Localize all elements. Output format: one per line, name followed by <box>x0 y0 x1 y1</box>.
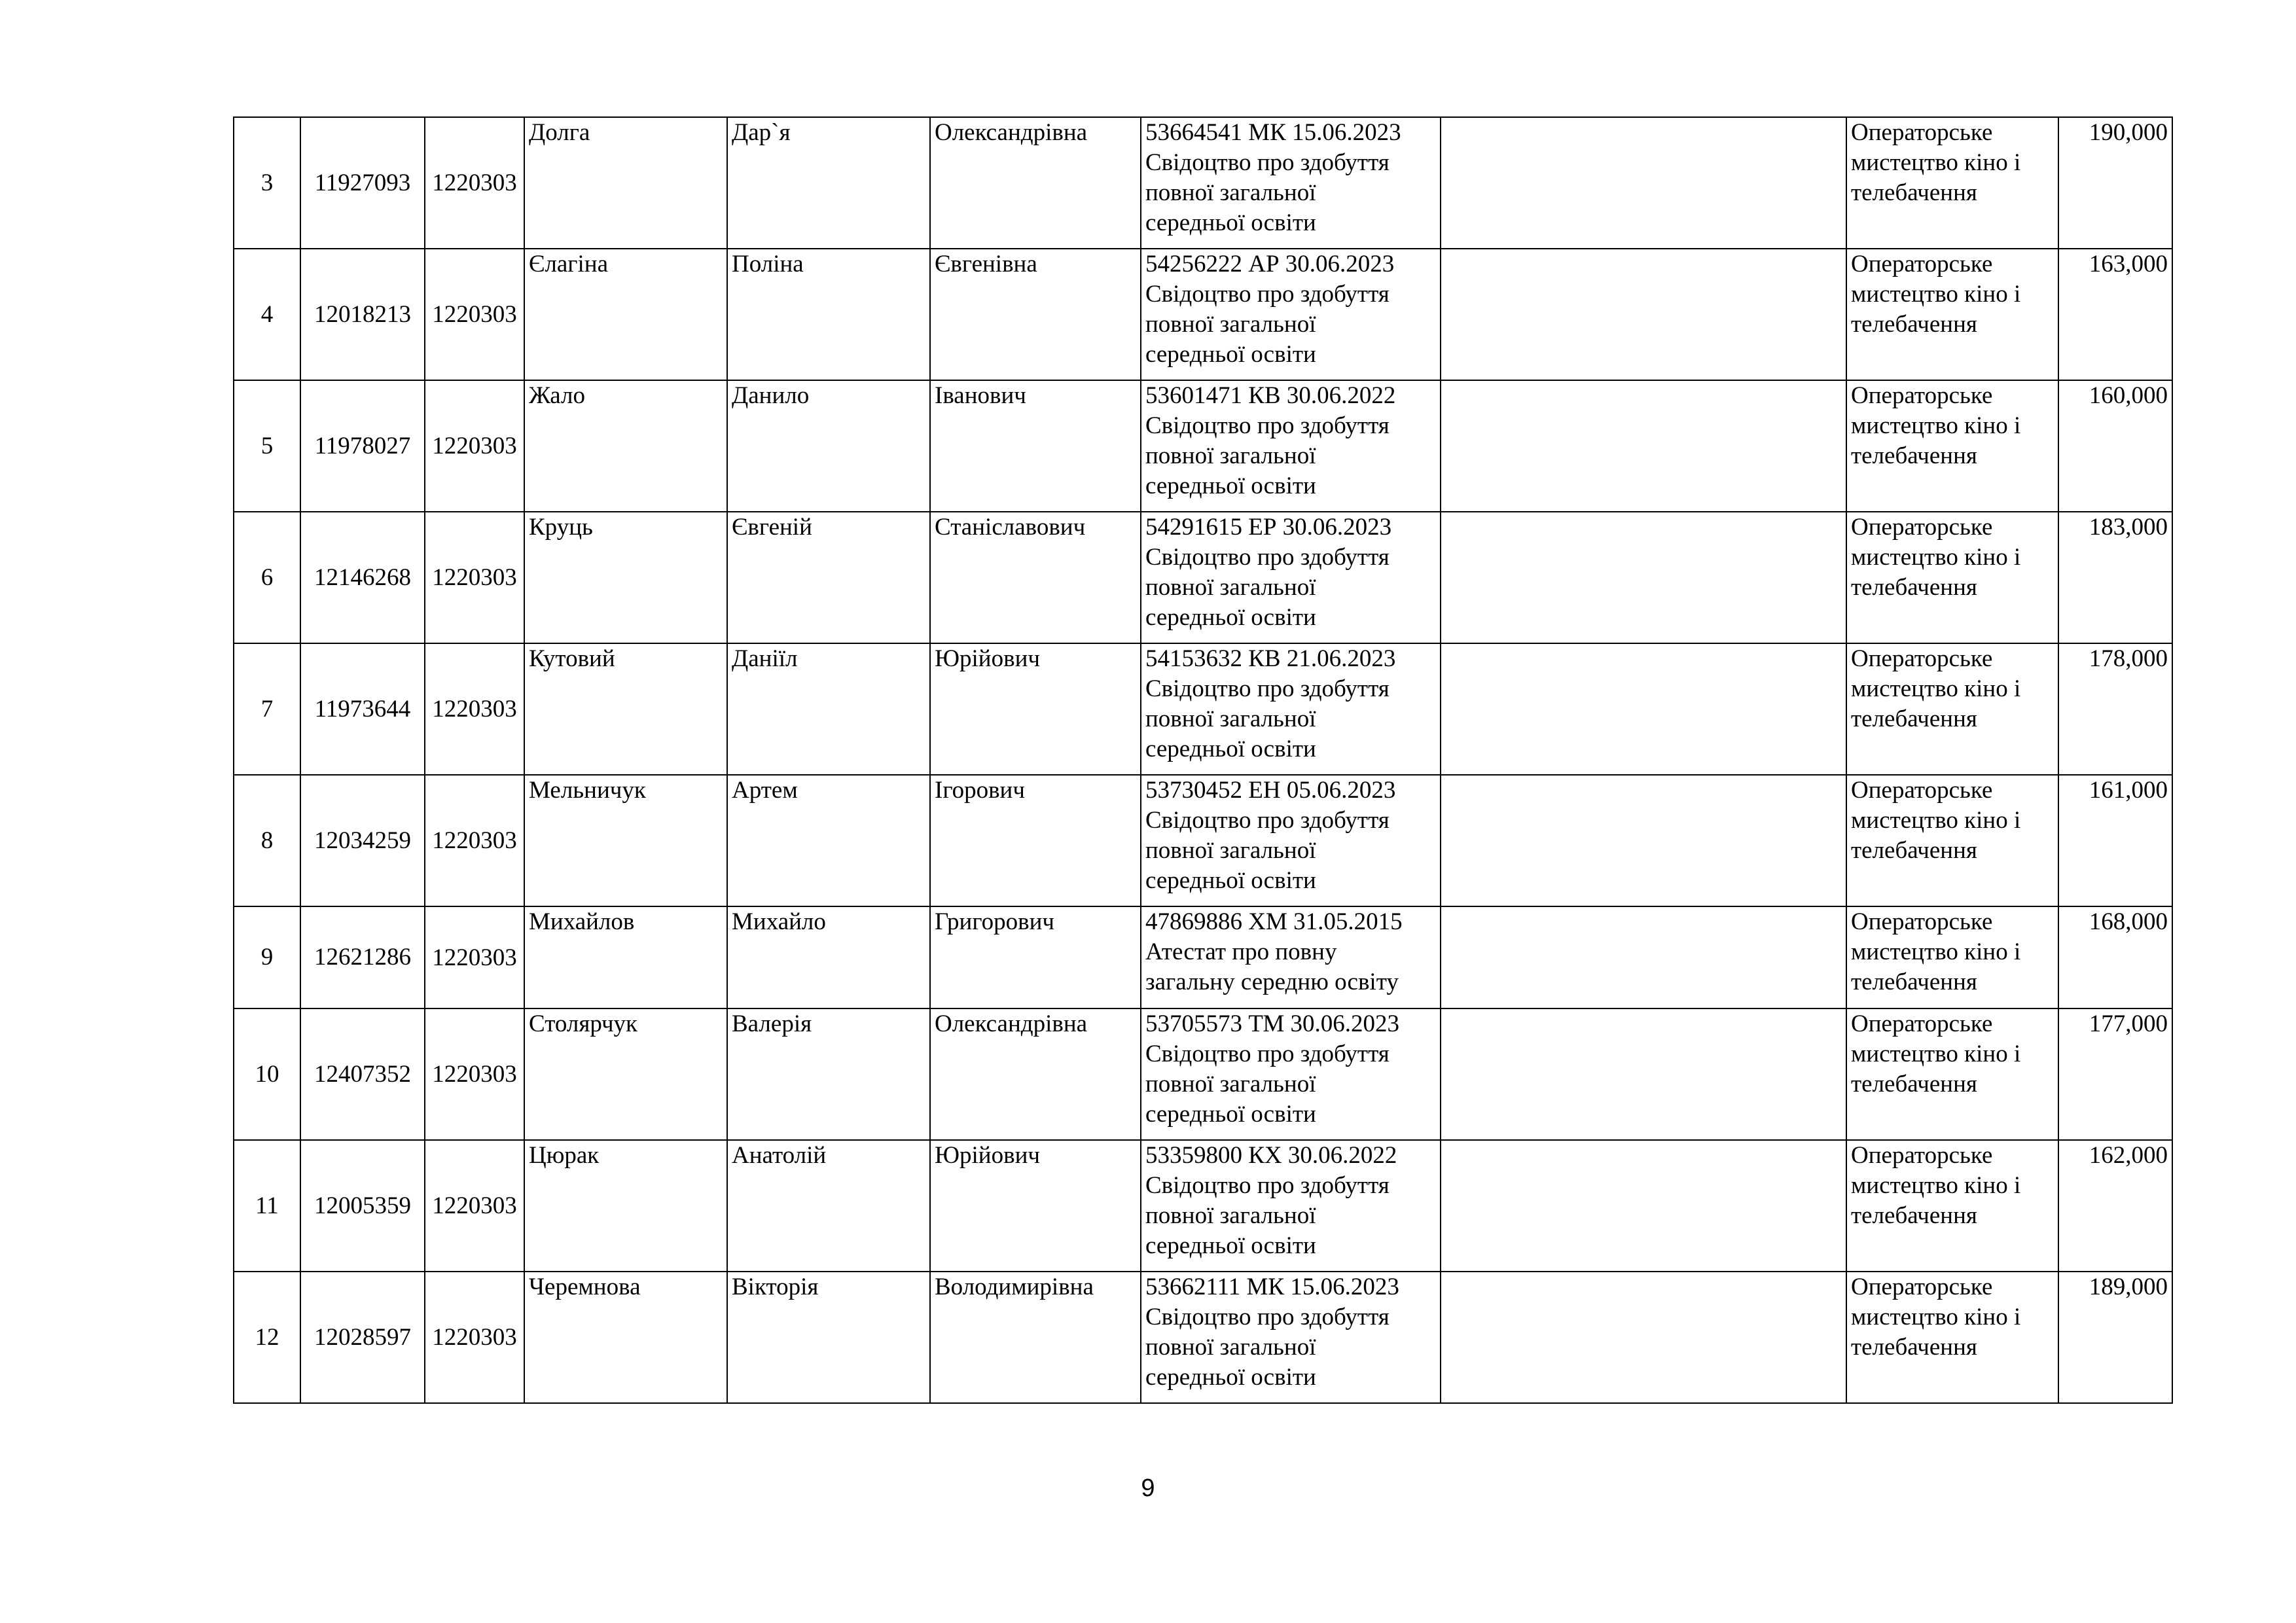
document-number: 53662111 МК 15.06.2023 <box>1145 1274 1399 1300</box>
document-type-line: середньої освіти <box>1145 473 1316 499</box>
program-name-line: Операторське <box>1851 514 1993 541</box>
document-type-line: Свідоцтво про здобуття <box>1145 412 1390 439</box>
program-name-cell <box>1846 380 2058 512</box>
document-number: 54153632 КВ 21.06.2023 <box>1145 645 1396 672</box>
program-name-line: мистецтво кіно і <box>1851 1041 2021 1067</box>
applicant-id-cell: 12146268 <box>300 512 425 643</box>
patronymic-cell: Юрійович <box>930 643 1141 775</box>
document-type-line: середньої освіти <box>1145 209 1316 236</box>
program-name-line: Операторське <box>1851 382 1993 409</box>
row-number-cell: 4 <box>234 249 300 380</box>
patronymic-cell: Євгенівна <box>930 249 1141 380</box>
document-cell <box>1141 1140 1441 1272</box>
note-cell <box>1441 249 1846 380</box>
first-name-cell: Євгеній <box>727 512 930 643</box>
program-name-line: телебачення <box>1851 1202 1977 1229</box>
program-name-line: Операторське <box>1851 119 1993 146</box>
document-type-line: повної загальної <box>1145 179 1316 206</box>
program-name-line: мистецтво кіно і <box>1851 1172 2021 1199</box>
applicant-id-cell: 11927093 <box>300 117 425 249</box>
program-name-line: телебачення <box>1851 1071 1977 1097</box>
document-cell <box>1141 380 1441 512</box>
document-type-line: повної загальної <box>1145 1334 1316 1361</box>
note-cell <box>1441 1140 1846 1272</box>
document-type-line: повної загальної <box>1145 1071 1316 1097</box>
program-name-line: мистецтво кіно і <box>1851 1304 2021 1330</box>
program-name-line: мистецтво кіно і <box>1851 544 2021 571</box>
document-type-line: середньої освіти <box>1145 736 1316 762</box>
first-name-cell: Артем <box>727 775 930 906</box>
program-name-cell <box>1846 906 2058 1008</box>
table-row <box>234 1140 2172 1272</box>
first-name-cell: Валерія <box>727 1008 930 1140</box>
row-number-cell: 11 <box>234 1140 300 1272</box>
program-code-cell: 1220303 <box>425 1140 524 1272</box>
program-name-cell <box>1846 775 2058 906</box>
document-type-line: Свідоцтво про здобуття <box>1145 1041 1390 1067</box>
row-number-cell: 8 <box>234 775 300 906</box>
program-name-line: мистецтво кіно і <box>1851 412 2021 439</box>
program-code-cell: 1220303 <box>425 775 524 906</box>
first-name-cell: Михайло <box>727 906 930 1008</box>
score-cell: 177,000 <box>2058 1008 2172 1140</box>
score-cell: 163,000 <box>2058 249 2172 380</box>
note-cell <box>1441 117 1846 249</box>
document-type-line: повної загальної <box>1145 442 1316 469</box>
program-code-cell: 1220303 <box>425 512 524 643</box>
score-cell: 168,000 <box>2058 906 2172 1008</box>
program-name-line: телебачення <box>1851 837 1977 864</box>
document-type-line: Свідоцтво про здобуття <box>1145 149 1390 176</box>
score-cell: 190,000 <box>2058 117 2172 249</box>
program-code-cell: 1220303 <box>425 380 524 512</box>
first-name-cell: Вікторія <box>727 1272 930 1403</box>
document-type-line: повної загальної <box>1145 574 1316 601</box>
program-name-line: мистецтво кіно і <box>1851 675 2021 702</box>
program-name-line: телебачення <box>1851 1334 1977 1361</box>
program-name-cell <box>1846 643 2058 775</box>
program-name-line: телебачення <box>1851 574 1977 601</box>
score-cell: 189,000 <box>2058 1272 2172 1403</box>
note-cell <box>1441 1272 1846 1403</box>
applicant-id-cell: 11978027 <box>300 380 425 512</box>
program-name-cell <box>1846 1272 2058 1403</box>
last-name-cell: Черемнова <box>524 1272 727 1403</box>
applicant-id-cell: 12005359 <box>300 1140 425 1272</box>
last-name-cell: Круць <box>524 512 727 643</box>
document-number: 53601471 КВ 30.06.2022 <box>1145 382 1396 409</box>
note-cell <box>1441 380 1846 512</box>
row-number-cell: 7 <box>234 643 300 775</box>
table-body <box>234 117 2172 1403</box>
program-name-line: мистецтво кіно і <box>1851 149 2021 176</box>
table-row <box>234 1008 2172 1140</box>
applicant-id-cell: 12034259 <box>300 775 425 906</box>
program-code-cell: 1220303 <box>425 1008 524 1140</box>
document-type-line: Свідоцтво про здобуття <box>1145 544 1390 571</box>
document-number: 53664541 МК 15.06.2023 <box>1145 119 1401 146</box>
table-row <box>234 117 2172 249</box>
patronymic-cell: Олександрівна <box>930 117 1141 249</box>
document-type-line: Атестат про повну <box>1145 938 1337 965</box>
document-cell <box>1141 775 1441 906</box>
last-name-cell: Цюрак <box>524 1140 727 1272</box>
row-number-cell: 9 <box>234 906 300 1008</box>
program-name-line: телебачення <box>1851 969 1977 995</box>
table-row <box>234 643 2172 775</box>
row-number-cell: 10 <box>234 1008 300 1140</box>
program-name-line: Операторське <box>1851 908 1993 935</box>
table-row <box>234 380 2172 512</box>
note-cell <box>1441 906 1846 1008</box>
program-name-line: Операторське <box>1851 777 1993 804</box>
note-cell <box>1441 643 1846 775</box>
document-type-line: Свідоцтво про здобуття <box>1145 675 1390 702</box>
program-name-cell <box>1846 512 2058 643</box>
document-number: 54256222 АР 30.06.2023 <box>1145 251 1395 277</box>
patronymic-cell: Юрійович <box>930 1140 1141 1272</box>
applicants-table <box>233 116 2173 1404</box>
page-number: 9 <box>1141 1474 1155 1502</box>
applicant-id-cell: 12028597 <box>300 1272 425 1403</box>
note-cell <box>1441 512 1846 643</box>
document-number: 53359800 КХ 30.06.2022 <box>1145 1142 1397 1169</box>
document-type-line: загальну середню освіту <box>1145 969 1399 995</box>
row-number-cell: 3 <box>234 117 300 249</box>
document-type-line: повної загальної <box>1145 837 1316 864</box>
first-name-cell: Дар`я <box>727 117 930 249</box>
program-name-line: Операторське <box>1851 645 1993 672</box>
document-type-line: повної загальної <box>1145 311 1316 338</box>
document-cell <box>1141 1008 1441 1140</box>
patronymic-cell: Станіславович <box>930 512 1141 643</box>
program-name-line: мистецтво кіно і <box>1851 807 2021 834</box>
patronymic-cell: Володимирівна <box>930 1272 1141 1403</box>
applicant-id-cell: 11973644 <box>300 643 425 775</box>
program-name-line: Операторське <box>1851 1142 1993 1169</box>
program-code-cell: 1220303 <box>425 249 524 380</box>
document-number: 53705573 ТМ 30.06.2023 <box>1145 1010 1400 1037</box>
document-cell <box>1141 117 1441 249</box>
document-type-line: середньої освіти <box>1145 341 1316 368</box>
program-name-line: Операторське <box>1851 1274 1993 1300</box>
document-type-line: повної загальної <box>1145 1202 1316 1229</box>
last-name-cell: Жало <box>524 380 727 512</box>
patronymic-cell: Олександрівна <box>930 1008 1141 1140</box>
document-cell <box>1141 1272 1441 1403</box>
last-name-cell: Єлагіна <box>524 249 727 380</box>
program-code-cell: 1220303 <box>425 1272 524 1403</box>
program-name-line: телебачення <box>1851 442 1977 469</box>
program-name-cell <box>1846 1008 2058 1140</box>
program-code-cell: 1220303 <box>425 906 524 1008</box>
program-name-line: мистецтво кіно і <box>1851 938 2021 965</box>
document-number: 53730452 ЕН 05.06.2023 <box>1145 777 1396 804</box>
program-name-line: мистецтво кіно і <box>1851 281 2021 308</box>
last-name-cell: Долга <box>524 117 727 249</box>
score-cell: 160,000 <box>2058 380 2172 512</box>
patronymic-cell: Іванович <box>930 380 1141 512</box>
program-name-line: Операторське <box>1851 1010 1993 1037</box>
first-name-cell: Даніїл <box>727 643 930 775</box>
program-code-cell: 1220303 <box>425 643 524 775</box>
program-name-line: телебачення <box>1851 705 1977 732</box>
document-type-line: середньої освіти <box>1145 1232 1316 1259</box>
first-name-cell: Поліна <box>727 249 930 380</box>
document-type-line: середньої освіти <box>1145 1101 1316 1128</box>
document-type-line: середньої освіти <box>1145 867 1316 894</box>
last-name-cell: Михайлов <box>524 906 727 1008</box>
document-number: 54291615 ЕР 30.06.2023 <box>1145 514 1392 541</box>
applicant-id-cell: 12407352 <box>300 1008 425 1140</box>
patronymic-cell: Ігорович <box>930 775 1141 906</box>
table-row <box>234 775 2172 906</box>
applicant-id-cell: 12018213 <box>300 249 425 380</box>
note-cell <box>1441 775 1846 906</box>
document-type-line: Свідоцтво про здобуття <box>1145 1304 1390 1330</box>
document-type-line: Свідоцтво про здобуття <box>1145 1172 1390 1199</box>
first-name-cell: Данило <box>727 380 930 512</box>
document-cell <box>1141 249 1441 380</box>
patronymic-cell: Григорович <box>930 906 1141 1008</box>
note-cell <box>1441 1008 1846 1140</box>
last-name-cell: Кутовий <box>524 643 727 775</box>
table-row <box>234 512 2172 643</box>
last-name-cell: Столярчук <box>524 1008 727 1140</box>
document-type-line: середньої освіти <box>1145 604 1316 631</box>
score-cell: 183,000 <box>2058 512 2172 643</box>
applicant-id-cell: 12621286 <box>300 906 425 1008</box>
document-type-line: Свідоцтво про здобуття <box>1145 807 1390 834</box>
document-cell <box>1141 512 1441 643</box>
document-type-line: середньої освіти <box>1145 1364 1316 1391</box>
program-name-line: телебачення <box>1851 311 1977 338</box>
row-number-cell: 12 <box>234 1272 300 1403</box>
program-name-line: Операторське <box>1851 251 1993 277</box>
row-number-cell: 6 <box>234 512 300 643</box>
program-name-cell <box>1846 249 2058 380</box>
document-type-line: повної загальної <box>1145 705 1316 732</box>
score-cell: 178,000 <box>2058 643 2172 775</box>
table-row <box>234 1272 2172 1403</box>
document-type-line: Свідоцтво про здобуття <box>1145 281 1390 308</box>
document-number: 47869886 ХМ 31.05.2015 <box>1145 908 1403 935</box>
program-code-cell: 1220303 <box>425 117 524 249</box>
last-name-cell: Мельничук <box>524 775 727 906</box>
table-row <box>234 906 2172 1008</box>
score-cell: 162,000 <box>2058 1140 2172 1272</box>
table-row <box>234 249 2172 380</box>
program-name-cell <box>1846 1140 2058 1272</box>
document-cell <box>1141 643 1441 775</box>
program-name-cell <box>1846 117 2058 249</box>
program-name-line: телебачення <box>1851 179 1977 206</box>
first-name-cell: Анатолій <box>727 1140 930 1272</box>
document-cell <box>1141 906 1441 1008</box>
row-number-cell: 5 <box>234 380 300 512</box>
score-cell: 161,000 <box>2058 775 2172 906</box>
